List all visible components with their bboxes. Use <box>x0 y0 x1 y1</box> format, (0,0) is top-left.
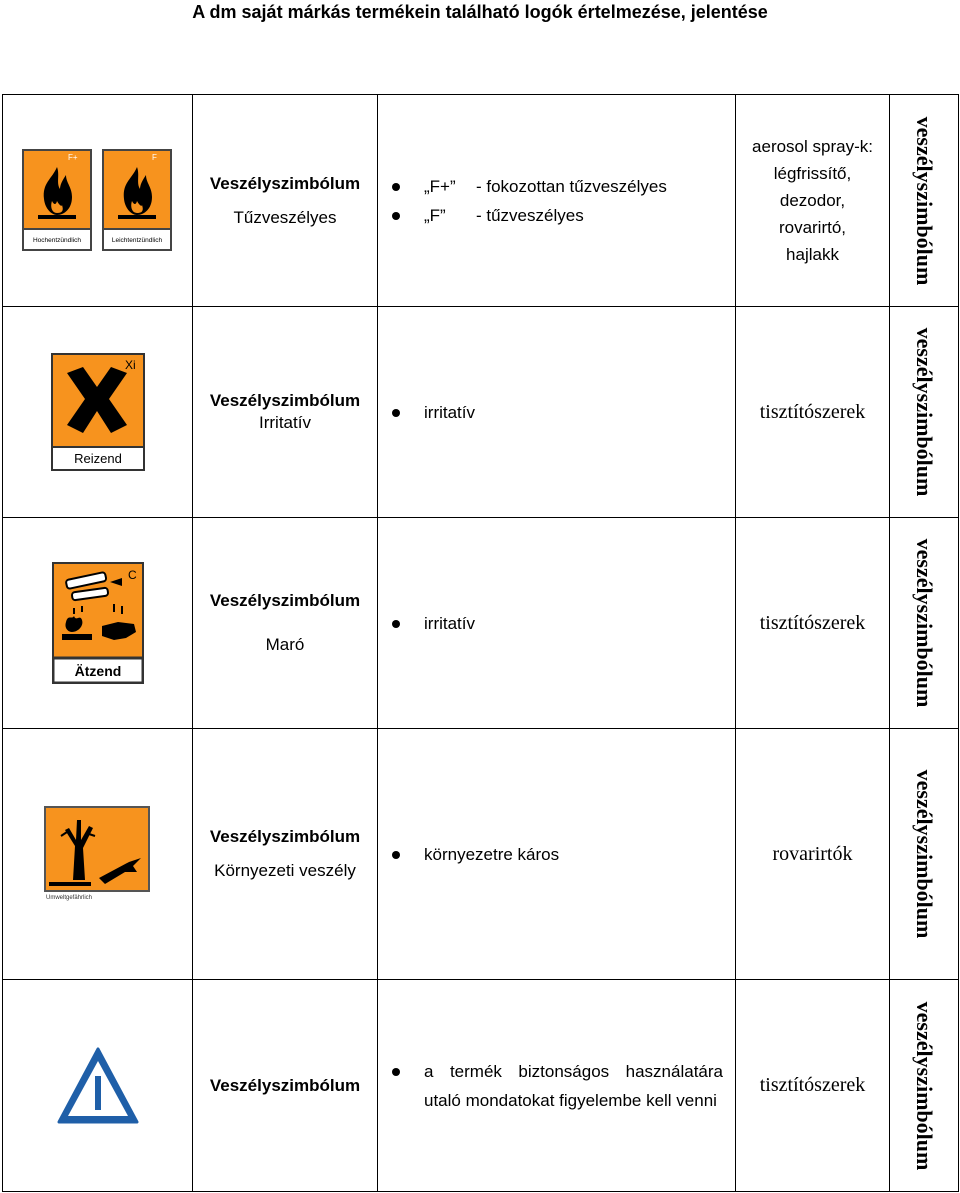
description-cell <box>378 518 736 729</box>
usage-cell <box>736 95 890 307</box>
side-label-cell <box>890 95 959 307</box>
usage-cell <box>736 518 890 729</box>
description-cell <box>378 95 736 307</box>
x-cross-icon <box>51 353 145 471</box>
list-item: „F+” - fokozottan tűzveszélyes <box>424 172 723 201</box>
usage-cell <box>736 307 890 518</box>
icon-cell <box>3 307 193 518</box>
icon-cell <box>3 980 193 1192</box>
symbol-subtitle: Tűzveszélyes <box>233 207 337 227</box>
symbol-subtitle: Irritatív <box>259 413 311 432</box>
table-row <box>3 518 959 729</box>
symbol-name: Veszélyszimbólum <box>209 827 361 846</box>
symbol-name: Veszélyszimbólum <box>209 591 361 610</box>
side-label: veszélyszimbólum <box>912 1001 937 1170</box>
table-row <box>3 980 959 1192</box>
side-label-cell <box>890 980 959 1192</box>
icon-label: F <box>151 152 157 162</box>
side-label: veszélyszimbólum <box>912 538 937 708</box>
usage-text: tisztítószerek <box>759 611 866 634</box>
usage-line: rovarirtó, <box>778 218 847 237</box>
usage-line: dezodor, <box>779 191 846 210</box>
icon-label: Umweltgefährlich <box>45 895 92 901</box>
usage-text: tisztítószerek <box>759 1074 866 1096</box>
usage-line: hajlakk <box>786 245 839 264</box>
side-label: veszélyszimbólum <box>912 327 937 497</box>
icon-cell <box>3 729 193 980</box>
corrosive-icon <box>52 562 144 684</box>
symbol-name: Veszélyszimbólum <box>209 1075 361 1095</box>
bullet-list <box>378 172 735 230</box>
warning-triangle-icon <box>56 1046 140 1126</box>
list-item: irritatív <box>424 398 723 427</box>
usage-cell <box>736 980 890 1192</box>
usage-text: tisztítószerek <box>759 400 866 423</box>
side-label-cell <box>890 518 959 729</box>
symbol-name: Veszélyszimbólum <box>209 391 361 410</box>
name-cell <box>193 729 378 980</box>
description-cell <box>378 980 736 1192</box>
icon-label: Reizend <box>73 451 122 466</box>
table-row <box>3 307 959 518</box>
icon-cell <box>3 518 193 729</box>
list-item: „F” - tűzveszélyes <box>424 201 723 230</box>
name-cell <box>193 518 378 729</box>
name-cell <box>193 980 378 1192</box>
list-item: a termék biztonságos használatára utaló mondatokat figyelembe kell venni <box>424 1057 723 1115</box>
bullet-list <box>378 1057 735 1115</box>
usage-line: aerosol spray-k: <box>752 137 873 156</box>
side-label-cell <box>890 307 959 518</box>
icon-label: F+ <box>67 152 78 162</box>
bullet-list <box>378 609 735 638</box>
symbol-name: Veszélyszimbólum <box>209 173 361 193</box>
dead-tree-fish-icon <box>43 806 153 902</box>
icon-label: Leichtentzündlich <box>111 236 162 244</box>
flame-icon <box>22 149 174 253</box>
icon-label: Hochentzündlich <box>32 236 81 244</box>
list-item: környezetre káros <box>424 840 723 869</box>
icon-label: Ätzend <box>74 663 121 679</box>
symbol-table <box>2 94 959 1192</box>
list-item: irritatív <box>424 609 723 638</box>
symbol-subtitle: Környezeti veszély <box>214 861 356 880</box>
bullet-list <box>378 398 735 427</box>
icon-cell <box>3 95 193 307</box>
bullet-list <box>378 840 735 869</box>
name-cell <box>193 307 378 518</box>
side-label: veszélyszimbólum <box>912 116 937 285</box>
usage-text: rovarirtók <box>772 842 853 865</box>
usage-cell <box>736 729 890 980</box>
symbol-subtitle: Maró <box>265 635 305 654</box>
name-cell <box>193 95 378 307</box>
usage-line: légfrissítő, <box>773 164 852 183</box>
description-cell <box>378 307 736 518</box>
icon-label: C <box>127 568 137 582</box>
side-label: veszélyszimbólum <box>912 769 937 939</box>
table-row <box>3 95 959 307</box>
page-title: A dm saját márkás termékein található logók értelmezése, jelentése <box>192 2 768 22</box>
description-cell <box>378 729 736 980</box>
icon-label: Xi <box>124 358 136 372</box>
table-row <box>3 729 959 980</box>
side-label-cell <box>890 729 959 980</box>
